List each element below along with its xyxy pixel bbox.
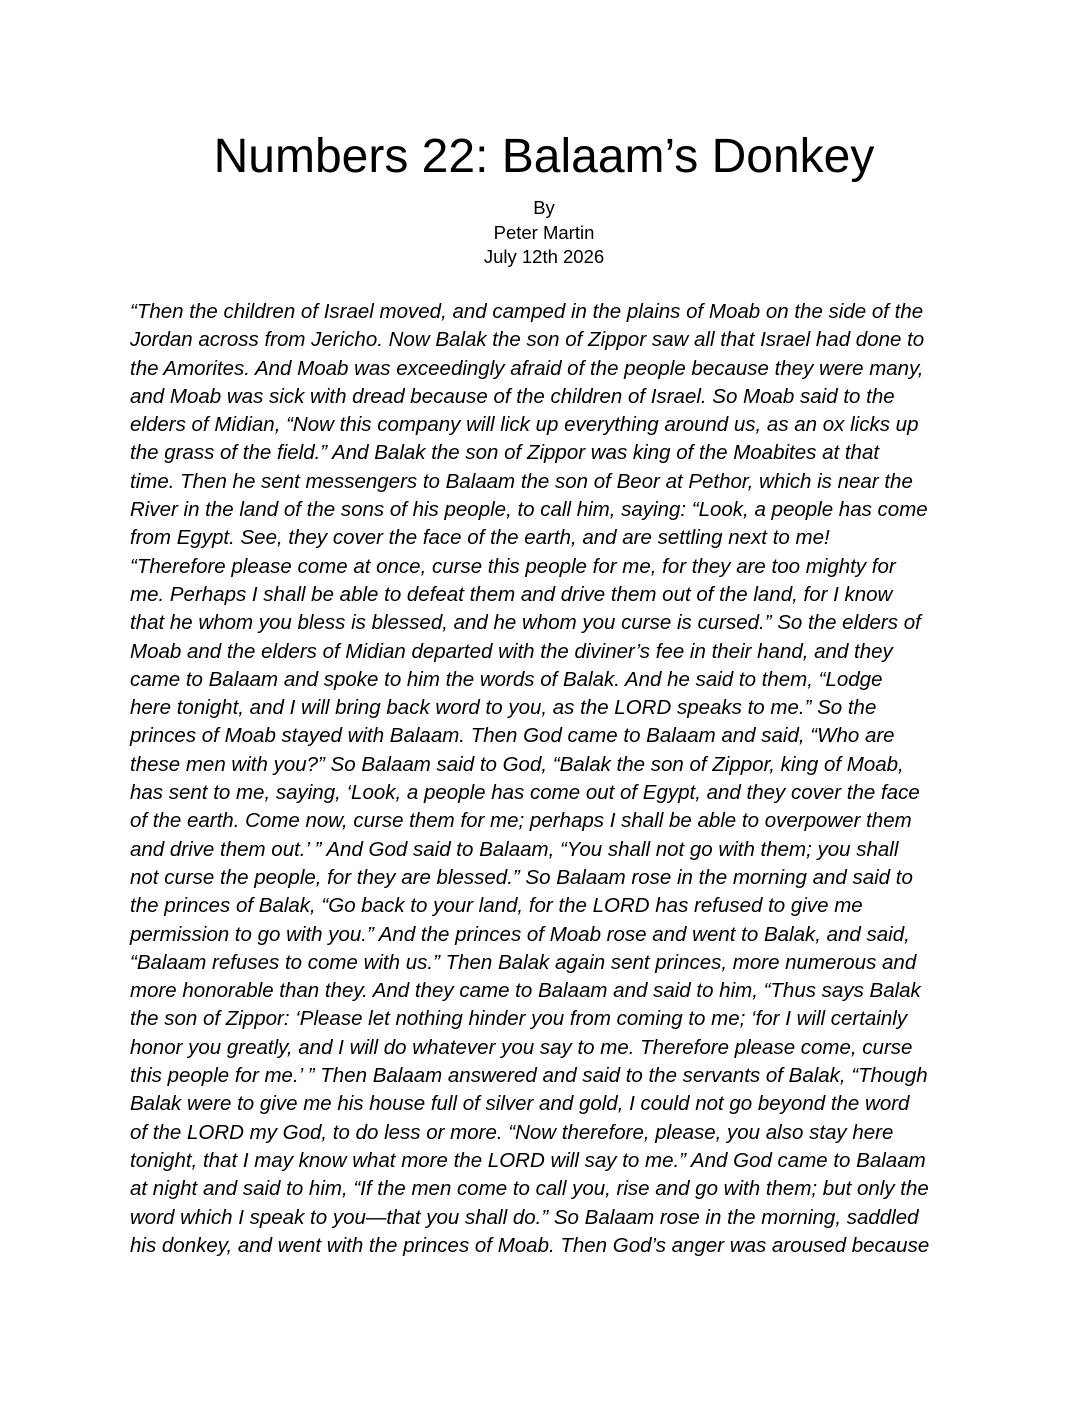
body-line: honor you greatly, and I will do whatever you say to me. Therefore please come, curse (130, 1035, 913, 1059)
body-line: of the earth. Come now, curse them for me; perhaps I shall be able to overpower them (130, 809, 912, 833)
body-line: and Moab was sick with dread because of the children of Israel. So Moab said to the (130, 384, 895, 408)
body-line: here tonight, and I will bring back word to you, as the LORD speaks to me.” So the (130, 696, 877, 720)
body-line: the son of Zippor: ‘Please let nothing hinder you from coming to me; ‘for I will certainly (130, 1007, 908, 1031)
body-line: elders of Midian, “Now this company will lick up everything around us, as an ox licks up (130, 413, 919, 437)
body-line: Moab and the elders of Midian departed with the diviner’s fee in their hand, and they (130, 639, 893, 663)
body-line: princes of Moab stayed with Balaam. Then God came to Balaam and said, “Who are (130, 724, 895, 748)
body-line: me. Perhaps I shall be able to defeat them and drive them out of the land, for I know (130, 582, 893, 606)
byline (0, 196, 1088, 270)
body-line: the grass of the field.” And Balak the son of Zippor was king of the Moabites at that (130, 441, 880, 465)
body-line: has sent to me, saying, ‘Look, a people has come out of Egypt, and they cover the face (130, 781, 920, 805)
body-line: of the LORD my God, to do less or more. “Now therefore, please, you also stay here (130, 1120, 894, 1144)
body-line: “Balaam refuses to come with us.” Then Balak again sent princes, more numerous and (130, 950, 917, 974)
body-line: came to Balaam and spoke to him the words of Balak. And he said to them, “Lodge (130, 667, 883, 691)
body-line: more honorable than they. And they came to Balaam and said to him, “Thus says Balak (130, 979, 921, 1003)
body-line: his donkey, and went with the princes of Moab. Then God’s anger was aroused because (130, 1233, 930, 1257)
body-line: tonight, that I may know what more the LORD will say to me.” And God came to Balaam (130, 1148, 926, 1172)
byline-author: Peter Martin (493, 221, 595, 243)
body-line: at night and said to him, “If the men come to call you, rise and go with them; but only the (130, 1177, 929, 1201)
byline-date: July 12th 2026 (483, 246, 605, 267)
body-line: not curse the people, for they are blessed.” So Balaam rose in the morning and said to (130, 865, 913, 889)
body-line: “Therefore please come at once, curse this people for me, for they are too mighty for (130, 554, 896, 578)
byline-by: By (533, 197, 555, 218)
body-line: word which I speak to you—that you shall do.” So Balaam rose in the morning, saddled (130, 1205, 919, 1229)
body-line: Balak were to give me his house full of silver and gold, I could not go beyond the word (130, 1092, 910, 1116)
page-title: Numbers 22: Balaam’s Donkey (213, 130, 875, 183)
body-line: permission to go with you.” And the princes of Moab rose and went to Balak, and said, (130, 922, 910, 946)
body-line: “Then the children of Israel moved, and camped in the plains of Moab on the side of the (130, 300, 924, 323)
body-line: from Egypt. See, they cover the face of the earth, and are settling next to me! (130, 526, 830, 550)
body-line: that he whom you bless is blessed, and he whom you curse is cursed.” So the elders of (130, 611, 921, 635)
body-line: River in the land of the sons of his people, to call him, saying: “Look, a people has come (130, 498, 928, 522)
body-line: these men with you?” So Balaam said to God, “Balak the son of Zippor, king of Moab, (130, 752, 904, 776)
body-line: this people for me.’ ” Then Balaam answered and said to the servants of Balak, “Though (130, 1064, 928, 1088)
body-line: time. Then he sent messengers to Balaam the son of Beor at Pethor, which is near the (130, 469, 913, 493)
body-line: the Amorites. And Moab was exceedingly afraid of the people because they were many, (130, 356, 924, 380)
body-line: Jordan across from Jericho. Now Balak the son of Zippor saw all that Israel had done to (130, 328, 925, 352)
body-line: and drive them out.’ ” And God said to Balaam, “You shall not go with them; you shall (130, 837, 899, 861)
body-line: the princes of Balak, “Go back to your land, for the LORD has refused to give me (130, 894, 863, 918)
body-text (130, 298, 972, 1260)
